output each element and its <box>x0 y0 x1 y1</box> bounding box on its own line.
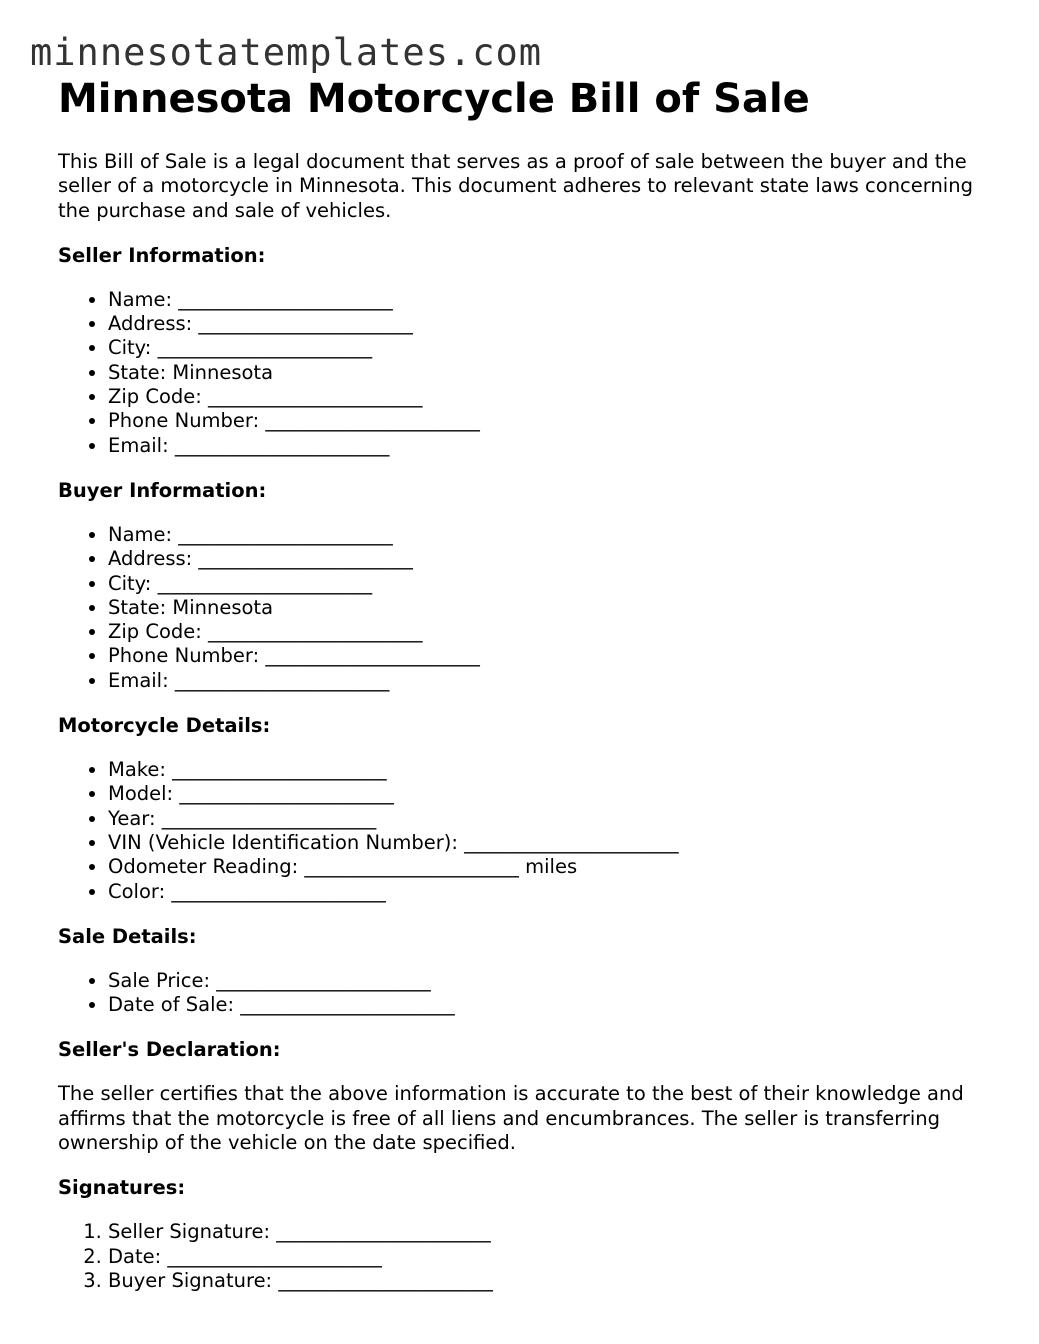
watermark-site-name: minnesotatemplates.com <box>30 31 543 74</box>
seller-name-field: • Name: ______________________ <box>108 288 988 312</box>
document-body <box>58 74 988 1293</box>
intro-paragraph: This Bill of Sale is a legal document that serves as a proof of sale between the buyer and the seller of a motorcycle in Minnesota. This document adheres to relevant state laws concerning the purchase and sale of vehicles. <box>58 150 973 222</box>
buyer-signature-field: 3. Buyer Signature: ______________________ <box>108 1269 988 1293</box>
buyer-name-field: • Name: ______________________ <box>108 523 988 547</box>
motorcycle-color-field: • Color: ______________________ <box>108 880 988 904</box>
motorcycle-vin-field: • VIN (Vehicle Identification Number): ______________________ <box>108 831 988 855</box>
buyer-information-heading: Buyer Information: <box>58 478 267 502</box>
motorcycle-year-field: • Year: ______________________ <box>108 807 988 831</box>
seller-information-list <box>58 288 988 458</box>
sellers-declaration-heading: Seller's Declaration: <box>58 1038 281 1062</box>
signatures-heading: Signatures: <box>58 1176 186 1200</box>
seller-signature-field: 1. Seller Signature: ______________________ <box>108 1220 988 1244</box>
seller-city-field: • City: ______________________ <box>108 336 988 360</box>
sale-date-field: • Date of Sale: ______________________ <box>108 993 988 1017</box>
buyer-phone-field: • Phone Number: ______________________ <box>108 644 988 668</box>
seller-email-field: • Email: ______________________ <box>108 434 988 458</box>
seller-state-field: • State: Minnesota <box>108 361 988 385</box>
seller-address-field: • Address: ______________________ <box>108 312 988 336</box>
page-title: Minnesota Motorcycle Bill of Sale <box>58 76 810 122</box>
sale-details-list <box>58 969 988 1018</box>
buyer-city-field: • City: ______________________ <box>108 572 988 596</box>
buyer-state-field: • State: Minnesota <box>108 596 988 620</box>
motorcycle-make-field: • Make: ______________________ <box>108 758 988 782</box>
motorcycle-odometer-field: • Odometer Reading: ______________________ miles <box>108 855 988 879</box>
seller-phone-field: • Phone Number: ______________________ <box>108 409 988 433</box>
sale-details-heading: Sale Details: <box>58 924 197 948</box>
seller-zip-field: • Zip Code: ______________________ <box>108 385 988 409</box>
buyer-email-field: • Email: ______________________ <box>108 669 988 693</box>
buyer-information-list <box>58 523 988 693</box>
sellers-declaration-text: The seller certifies that the above information is accurate to the best of their knowledge and affirms that the motorcycle is free of all liens and encumbrances. The seller is transferring ownership of the vehicle on the date specified. <box>58 1082 964 1155</box>
signatures-list <box>58 1220 988 1293</box>
motorcycle-details-list <box>58 758 988 904</box>
buyer-zip-field: • Zip Code: ______________________ <box>108 620 988 644</box>
signature-date-field: 2. Date: ______________________ <box>108 1245 988 1269</box>
buyer-address-field: • Address: ______________________ <box>108 547 988 571</box>
sale-price-field: • Sale Price: ______________________ <box>108 969 988 993</box>
motorcycle-model-field: • Model: ______________________ <box>108 782 988 806</box>
motorcycle-details-heading: Motorcycle Details: <box>58 714 271 738</box>
seller-information-heading: Seller Information: <box>58 243 266 267</box>
